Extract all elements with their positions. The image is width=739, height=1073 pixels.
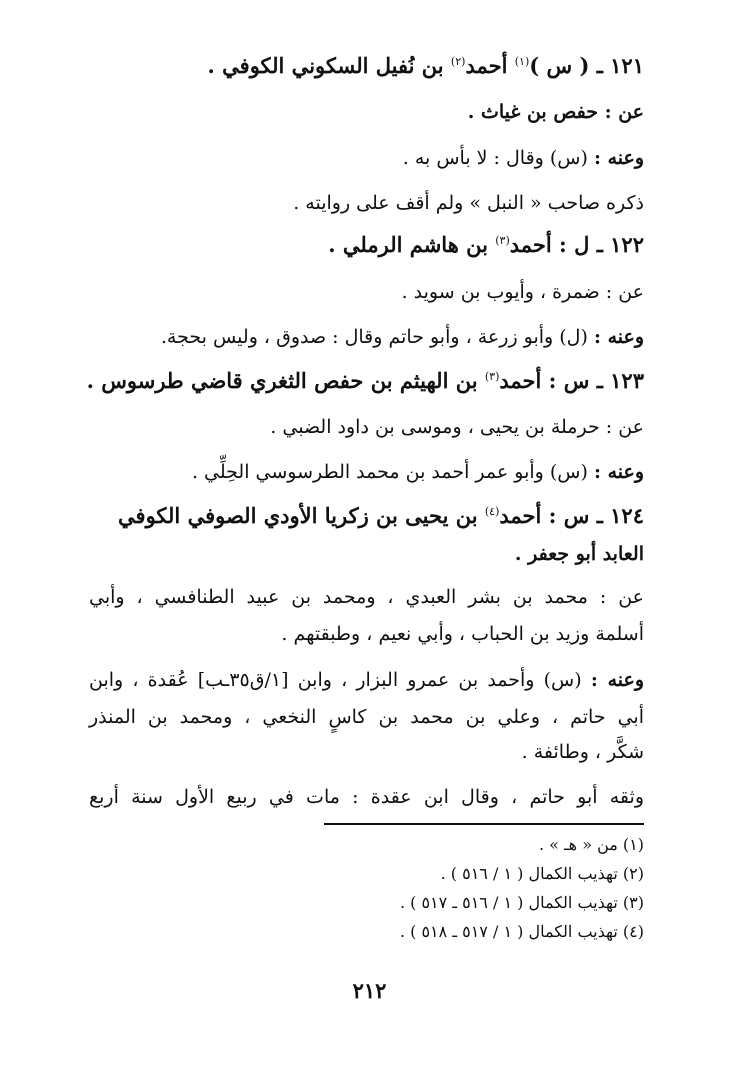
entry-122-name-tail: بن هاشم الرملي .	[328, 232, 496, 257]
entry-123-heading	[86, 367, 644, 395]
entry-124-narrators-from-1: عن : محمد بن بشر العبدي ، ومحمد بن عبيد الطنافسي ، وأبي	[89, 586, 644, 608]
entry-124-wa-label: وعنه :	[590, 669, 645, 691]
footnote-1: (١) من « هـ » .	[538, 835, 644, 854]
entry-121-wa-label: وعنه :	[593, 147, 644, 169]
footnote-ref-4: (٤)	[484, 505, 500, 518]
entry-124-narrators-to-2: أبي حاتم ، وعلي بن محمد بن كاسٍ النخعي ، ومحمد بن المنذر	[89, 706, 644, 728]
entry-123-name-tail: بن الهيثم بن حفص الثغري قاضي طرسوس .	[86, 368, 485, 393]
entry-122-number: ١٢٢ ـ ل : أحمد	[509, 232, 644, 257]
footnote-3: (٣) تهذيب الكمال ( ١ / ٥١٦ ـ ٥١٧ ) .	[399, 893, 644, 912]
entry-124-name-tail: بن يحيى بن زكريا الأودي الصوفي الكوفي	[118, 503, 485, 528]
entry-122-heading	[89, 231, 644, 259]
entry-124-number: ١٢٤ ـ س : أحمد	[499, 503, 644, 528]
entry-123-narrators-from: عن : حرملة بن يحيى ، وموسى بن داود الضبي .	[270, 416, 644, 438]
entry-121-wa-text: (س) وقال : لا بأس به .	[402, 147, 594, 169]
entry-121-number: ١٢١ ـ ( س )	[529, 53, 644, 78]
entry-121-name-tail: بن نُفيل السكوني الكوفي .	[207, 53, 451, 78]
entry-123-number: ١٢٣ ـ س : أحمد	[499, 368, 644, 393]
entry-122-wa-label: وعنه :	[593, 326, 644, 348]
entry-124-wa-text-1: (س) وأحمد بن عمرو البزار ، وابن [١/ق٣٥ـب] عُقدة ، وابن	[89, 669, 591, 691]
entry-121-heading	[89, 52, 644, 80]
page-number: ٢١٢	[352, 978, 387, 1003]
entry-123-wa-text: (س) وأبو عمر أحمد بن محمد الطرسوسي الحِلِّي .	[191, 461, 594, 483]
entry-123-narrators-to	[89, 458, 644, 486]
entry-124-heading-cont: العابد أبو جعفر .	[514, 543, 644, 565]
footnote-separator	[324, 823, 644, 825]
entry-123-wa-label: وعنه :	[593, 461, 644, 483]
entry-124-narrators-from-2: أسلمة وزيد بن الحباب ، وأبي نعيم ، وطبقتهم .	[281, 623, 644, 645]
entry-122-narrators-from: عن : ضمرة ، وأيوب بن سويد .	[401, 281, 644, 303]
entry-122-wa-text: (ل) وأبو زرعة ، وأبو حاتم وقال : صدوق ، وليس بحجة.	[160, 326, 594, 348]
entry-121-narrators-from: عن : حفص بن غياث .	[467, 101, 644, 123]
footnote-ref-1: (١)	[514, 55, 530, 68]
entry-121-note: ذكره صاحب « النبل » ولم أقف على روايته .	[293, 192, 644, 214]
entry-124-tawthiq: وثقه أبو حاتم ، وقال ابن عقدة : مات في ربيع الأول سنة أربع	[89, 786, 644, 808]
footnote-4: (٤) تهذيب الكمال ( ١ / ٥١٧ ـ ٥١٨ ) .	[399, 922, 644, 941]
footnote-ref-3: (٣)	[495, 234, 510, 247]
entry-121-name: أحمد	[465, 53, 515, 78]
entry-121-narrators-to	[89, 144, 644, 172]
entry-124-narrators-to-1	[89, 666, 644, 694]
entry-122-narrators-to	[89, 323, 644, 351]
footnote-ref-3b: (٣)	[484, 370, 500, 383]
entry-124-narrators-to-3: شكَّر ، وطائفة .	[521, 741, 644, 763]
footnote-ref-2: (٢)	[450, 55, 466, 68]
footnote-2: (٢) تهذيب الكمال ( ١ / ٥١٦ ) .	[440, 864, 644, 883]
entry-124-heading	[89, 502, 644, 530]
